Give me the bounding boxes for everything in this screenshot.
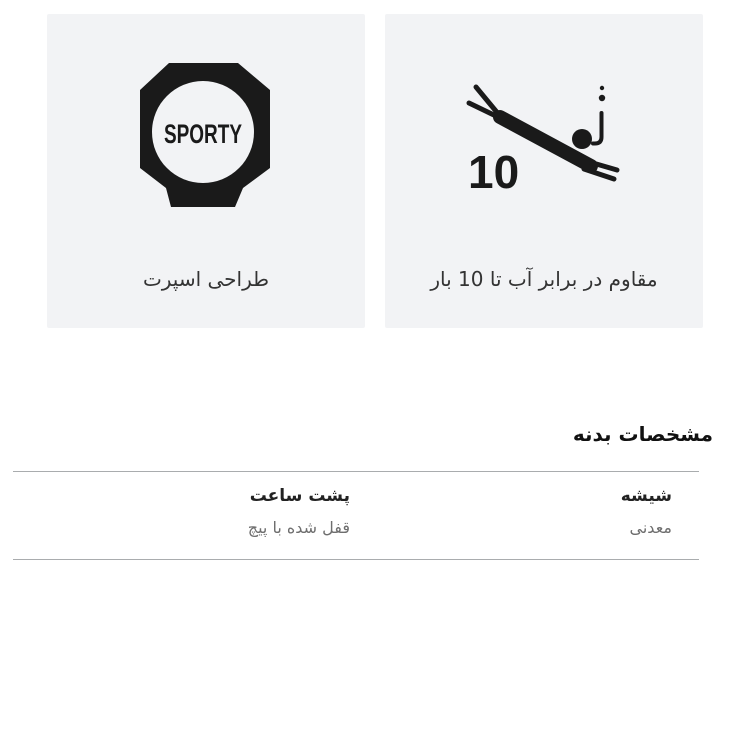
spec-label: شیشه xyxy=(620,486,672,506)
feature-caption-sporty: طراحی اسپرت xyxy=(142,267,270,291)
water-resistance-bar-number: 10 xyxy=(468,146,520,198)
specs-table xyxy=(13,471,699,560)
diver-10bar-icon xyxy=(453,74,648,199)
watch-face-text: SPORTY xyxy=(164,119,242,149)
feature-card-water-resistance xyxy=(385,14,703,328)
spec-item-case-back xyxy=(55,472,377,559)
spec-item-glass xyxy=(377,472,699,559)
feature-card-sporty-design xyxy=(47,14,365,328)
specs-section-title: مشخصات بدنه xyxy=(572,422,713,446)
spec-label: پشت ساعت xyxy=(249,486,350,506)
feature-caption-water-resistance: مقاوم در برابر آب تا 10 بار xyxy=(430,267,658,291)
sporty-watch-icon xyxy=(140,63,270,207)
spec-value: قفل شده با پیچ xyxy=(247,518,350,537)
spec-value: معدنی xyxy=(629,518,672,537)
